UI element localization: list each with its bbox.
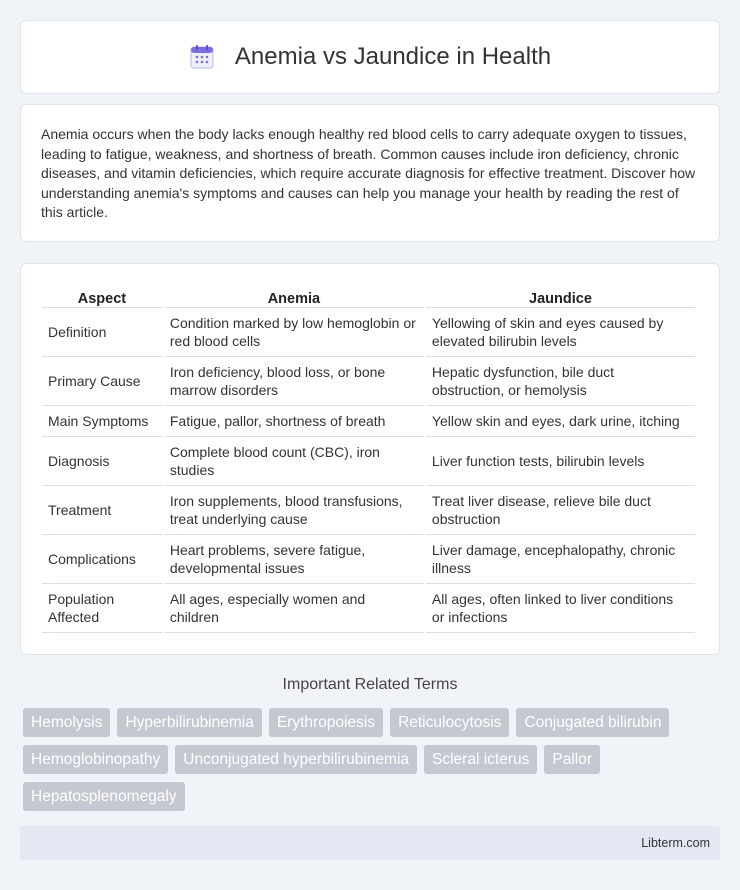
- table-cell-anemia: Complete blood count (CBC), iron studies: [164, 437, 424, 486]
- table-cell-jaundice: Yellow skin and eyes, dark urine, itching: [426, 406, 695, 437]
- table-cell-jaundice: All ages, often linked to liver conditions or infections: [426, 584, 695, 633]
- related-term-tag[interactable]: Reticulocytosis: [390, 708, 509, 737]
- footer: [20, 826, 720, 860]
- table-cell-anemia: Condition marked by low hemoglobin or red blood cells: [164, 308, 424, 357]
- table-cell-anemia: All ages, especially women and children: [164, 584, 424, 633]
- table-header-row: [42, 284, 695, 308]
- table-row: [42, 308, 695, 357]
- table-row: [42, 584, 695, 633]
- intro-card: [20, 104, 720, 242]
- table-cell-jaundice: Liver function tests, bilirubin levels: [426, 437, 695, 486]
- header-card: [20, 20, 720, 94]
- intro-text: Anemia occurs when the body lacks enough healthy red blood cells to carry adequate oxygen to tissues, leading to fatigue, weakness, and shortness of breath. Common causes include iron deficiency, chronic diseases, and vitamin deficiencies, which require accurate diagnosis for effective treatment. Discover how understanding anemia's symptoms and causes can help you manage your health by reading the rest of this article.: [41, 126, 696, 220]
- table-cell-anemia: Heart problems, severe fatigue, developmental issues: [164, 535, 424, 584]
- table-row: [42, 486, 695, 535]
- table-cell-jaundice: Treat liver disease, relieve bile duct obstruction: [426, 486, 695, 535]
- related-terms-title: Important Related Terms: [282, 676, 458, 693]
- table-cell-aspect: Treatment: [42, 486, 162, 535]
- table-cell-anemia: Fatigue, pallor, shortness of breath: [164, 406, 424, 437]
- footer-site-link[interactable]: Libterm.com: [641, 836, 710, 850]
- table-cell-jaundice: Hepatic dysfunction, bile duct obstruction, or hemolysis: [426, 357, 695, 406]
- table-cell-aspect: Diagnosis: [42, 437, 162, 486]
- table-header-anemia: Anemia: [164, 284, 424, 308]
- table-header-jaundice: Jaundice: [426, 284, 695, 308]
- related-term-tag[interactable]: Conjugated bilirubin: [516, 708, 669, 737]
- table-cell-jaundice: Liver damage, encephalopathy, chronic illness: [426, 535, 695, 584]
- related-term-tag[interactable]: Pallor: [544, 745, 600, 774]
- table-cell-jaundice: Yellowing of skin and eyes caused by elevated bilirubin levels: [426, 308, 695, 357]
- table-cell-anemia: Iron deficiency, blood loss, or bone marrow disorders: [164, 357, 424, 406]
- related-term-tag[interactable]: Hepatosplenomegaly: [23, 782, 185, 811]
- table-row: [42, 406, 695, 437]
- table-header-aspect: Aspect: [42, 284, 162, 308]
- table-cell-aspect: Definition: [42, 308, 162, 357]
- table-cell-anemia: Iron supplements, blood transfusions, treat underlying cause: [164, 486, 424, 535]
- table-cell-aspect: Primary Cause: [42, 357, 162, 406]
- related-term-tag[interactable]: Unconjugated hyperbilirubinemia: [175, 745, 417, 774]
- related-term-tag[interactable]: Scleral icterus: [424, 745, 537, 774]
- related-term-tag[interactable]: Hemolysis: [23, 708, 110, 737]
- page-title: Anemia vs Jaundice in Health: [234, 43, 552, 70]
- calendar-icon: [189, 44, 215, 70]
- comparison-table: [40, 284, 697, 633]
- table-cell-aspect: Population Affected: [42, 584, 162, 633]
- comparison-table-card: [20, 263, 720, 655]
- related-terms-list: [23, 708, 723, 819]
- table-row: [42, 535, 695, 584]
- related-term-tag[interactable]: Erythropoiesis: [269, 708, 383, 737]
- related-term-tag[interactable]: Hyperbilirubinemia: [117, 708, 261, 737]
- table-cell-aspect: Main Symptoms: [42, 406, 162, 437]
- table-cell-aspect: Complications: [42, 535, 162, 584]
- table-row: [42, 357, 695, 406]
- table-row: [42, 437, 695, 486]
- related-term-tag[interactable]: Hemoglobinopathy: [23, 745, 168, 774]
